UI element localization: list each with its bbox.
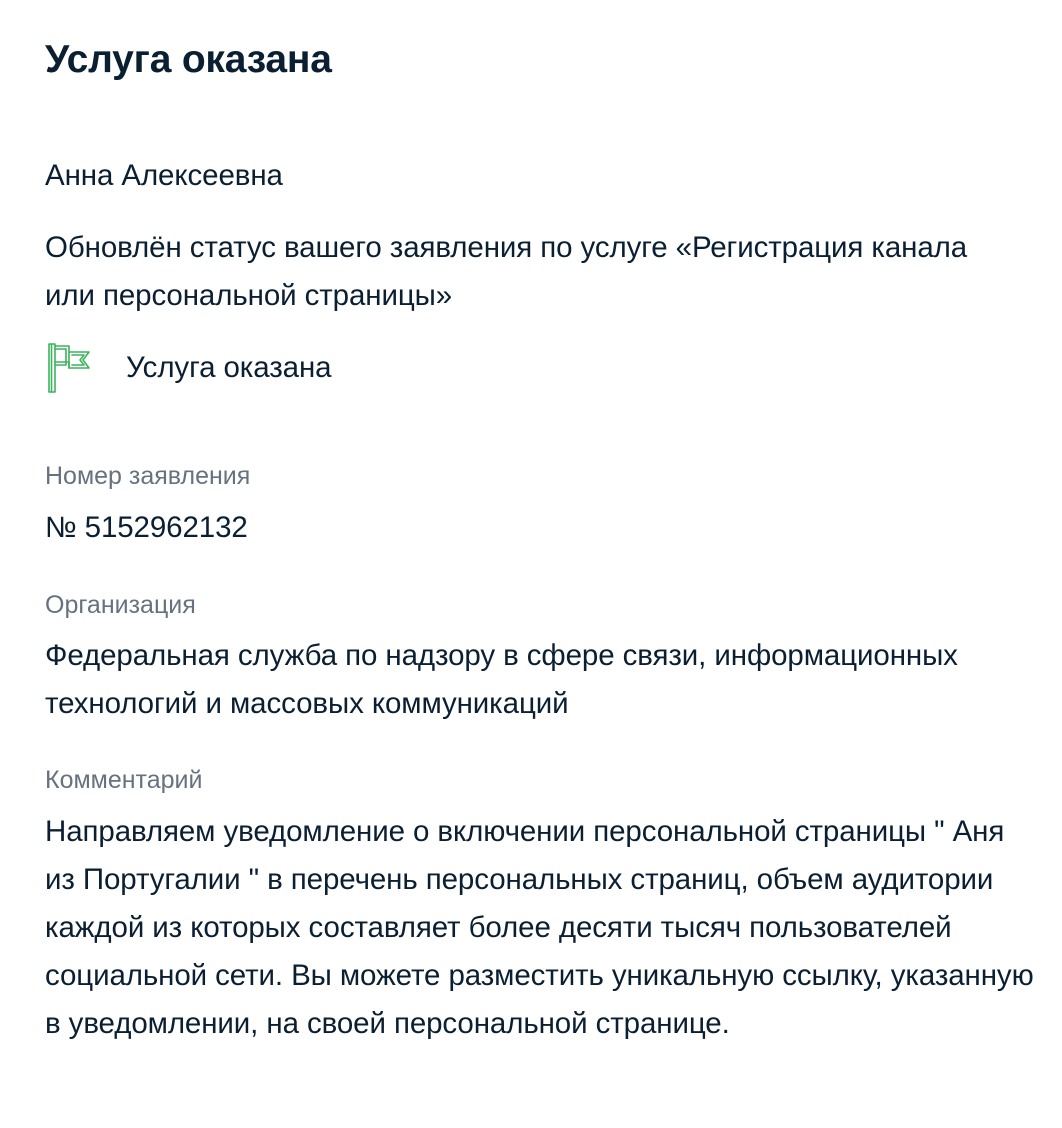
comment-value: Направляем уведомление о включении персональной страницы " Аня из Португалии " в перечень персональных страниц, объем аудитории каждой из которых составляет более десяти тысяч пользователей социальной сети. Вы можете разместить уникальную ссылку, указанную в уведомлении, на своей персональной странице. bbox=[45, 815, 1034, 1040]
status-label: Услуга оказана bbox=[126, 351, 332, 384]
status-message: Обновлён статус вашего заявления по услуге «Регистрация канала или персональной страницы» bbox=[45, 231, 968, 312]
organization-value: Федеральная служба по надзору в сфере связи, информационных технологий и массовых коммуникаций bbox=[45, 639, 958, 720]
comment-label: Комментарий bbox=[45, 766, 203, 794]
greeting: Анна Алексеевна bbox=[45, 159, 283, 192]
organization-label: Организация bbox=[45, 591, 196, 619]
flag-icon bbox=[45, 340, 93, 396]
application-number-label: Номер заявления bbox=[45, 462, 251, 490]
page-title: Услуга оказана bbox=[45, 38, 332, 81]
status-row bbox=[45, 340, 331, 396]
application-number-value: № 5152962132 bbox=[45, 511, 248, 544]
